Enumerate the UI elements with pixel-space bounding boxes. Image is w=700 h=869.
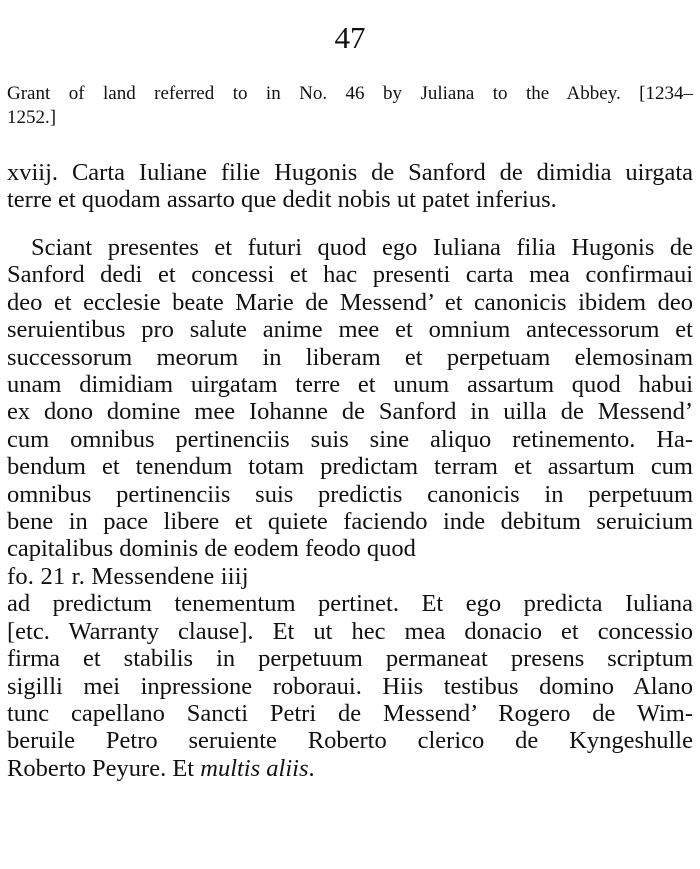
charter-line: Sciant presentes et futuri quod ego Iuliana filia Hugonis de: [31, 234, 693, 261]
editorial-heading: [7, 82, 693, 130]
charter-line: capitalibus dominis de eodem feodo quod: [7, 535, 416, 563]
charter-line: Sanford dedi et concessi et hac presenti carta mea confirmaui: [7, 261, 693, 289]
charter-line: unam dimidiam uirgatam terre et unum assartum quod habui: [7, 371, 693, 399]
charter-line: sigilli mei inpressione roboraui. Hiis testibus domino Alano: [7, 672, 693, 700]
charter-line: cum omnibus pertinenciis suis sine aliquo retinemento. Ha-: [7, 425, 693, 453]
final-line-italic: multis aliis: [200, 754, 309, 782]
charter-line: tunc capellano Sancti Petri de Messend’ Rogero de Wim-: [7, 699, 693, 727]
charter-final-line: [7, 755, 693, 782]
charter-line: firma et stabilis in perpetuum permaneat presens scriptum: [7, 645, 693, 673]
page-number: 47: [334, 20, 366, 55]
rubric: [7, 159, 693, 214]
charter-line: bendum et tenendum totam predictam terram et assartum cum: [7, 453, 693, 481]
final-line-start: Roberto Peyure. Et: [7, 754, 201, 782]
charter-line: [etc. Warranty clause]. Et ut hec mea donacio et concessio: [7, 617, 693, 645]
heading-line-2: 1252.]: [7, 107, 57, 128]
folio-note: fo. 21 r. Messendene iiij: [7, 562, 249, 590]
charter-line: successorum meorum in liberam et perpetuam elemosinam: [7, 343, 693, 371]
rubric-line: terre et quodam assarto que dedit nobis ut patet inferius.: [7, 186, 557, 214]
heading-line-1: Grant of land referred to in No. 46 by Juliana to the Abbey. [1234–: [7, 83, 693, 104]
rubric-line: xviij. Carta Iuliane filie Hugonis de Sanford de dimidia uirgata: [7, 159, 693, 186]
charter-line: beruile Petro seruiente Roberto clerico de Kyngeshulle: [7, 727, 693, 755]
charter-line: seruientibus pro salute anime mee et omnium antecessorum et: [7, 316, 693, 344]
final-line-end: .: [308, 754, 315, 782]
charter-line: bene in pace libere et quiete faciendo inde debitum seruicium: [7, 508, 693, 536]
charter-line: deo et ecclesie beate Marie de Messend’ et canonicis ibidem deo: [7, 288, 693, 316]
charter-text: [7, 234, 693, 782]
charter-line: ad predictum tenementum pertinet. Et ego predicta Iuliana: [7, 590, 693, 618]
charter-line: ex dono domine mee Iohanne de Sanford in uilla de Messend’: [7, 398, 693, 426]
charter-line: omnibus pertinenciis suis predictis canonicis in perpetuum: [7, 480, 693, 508]
